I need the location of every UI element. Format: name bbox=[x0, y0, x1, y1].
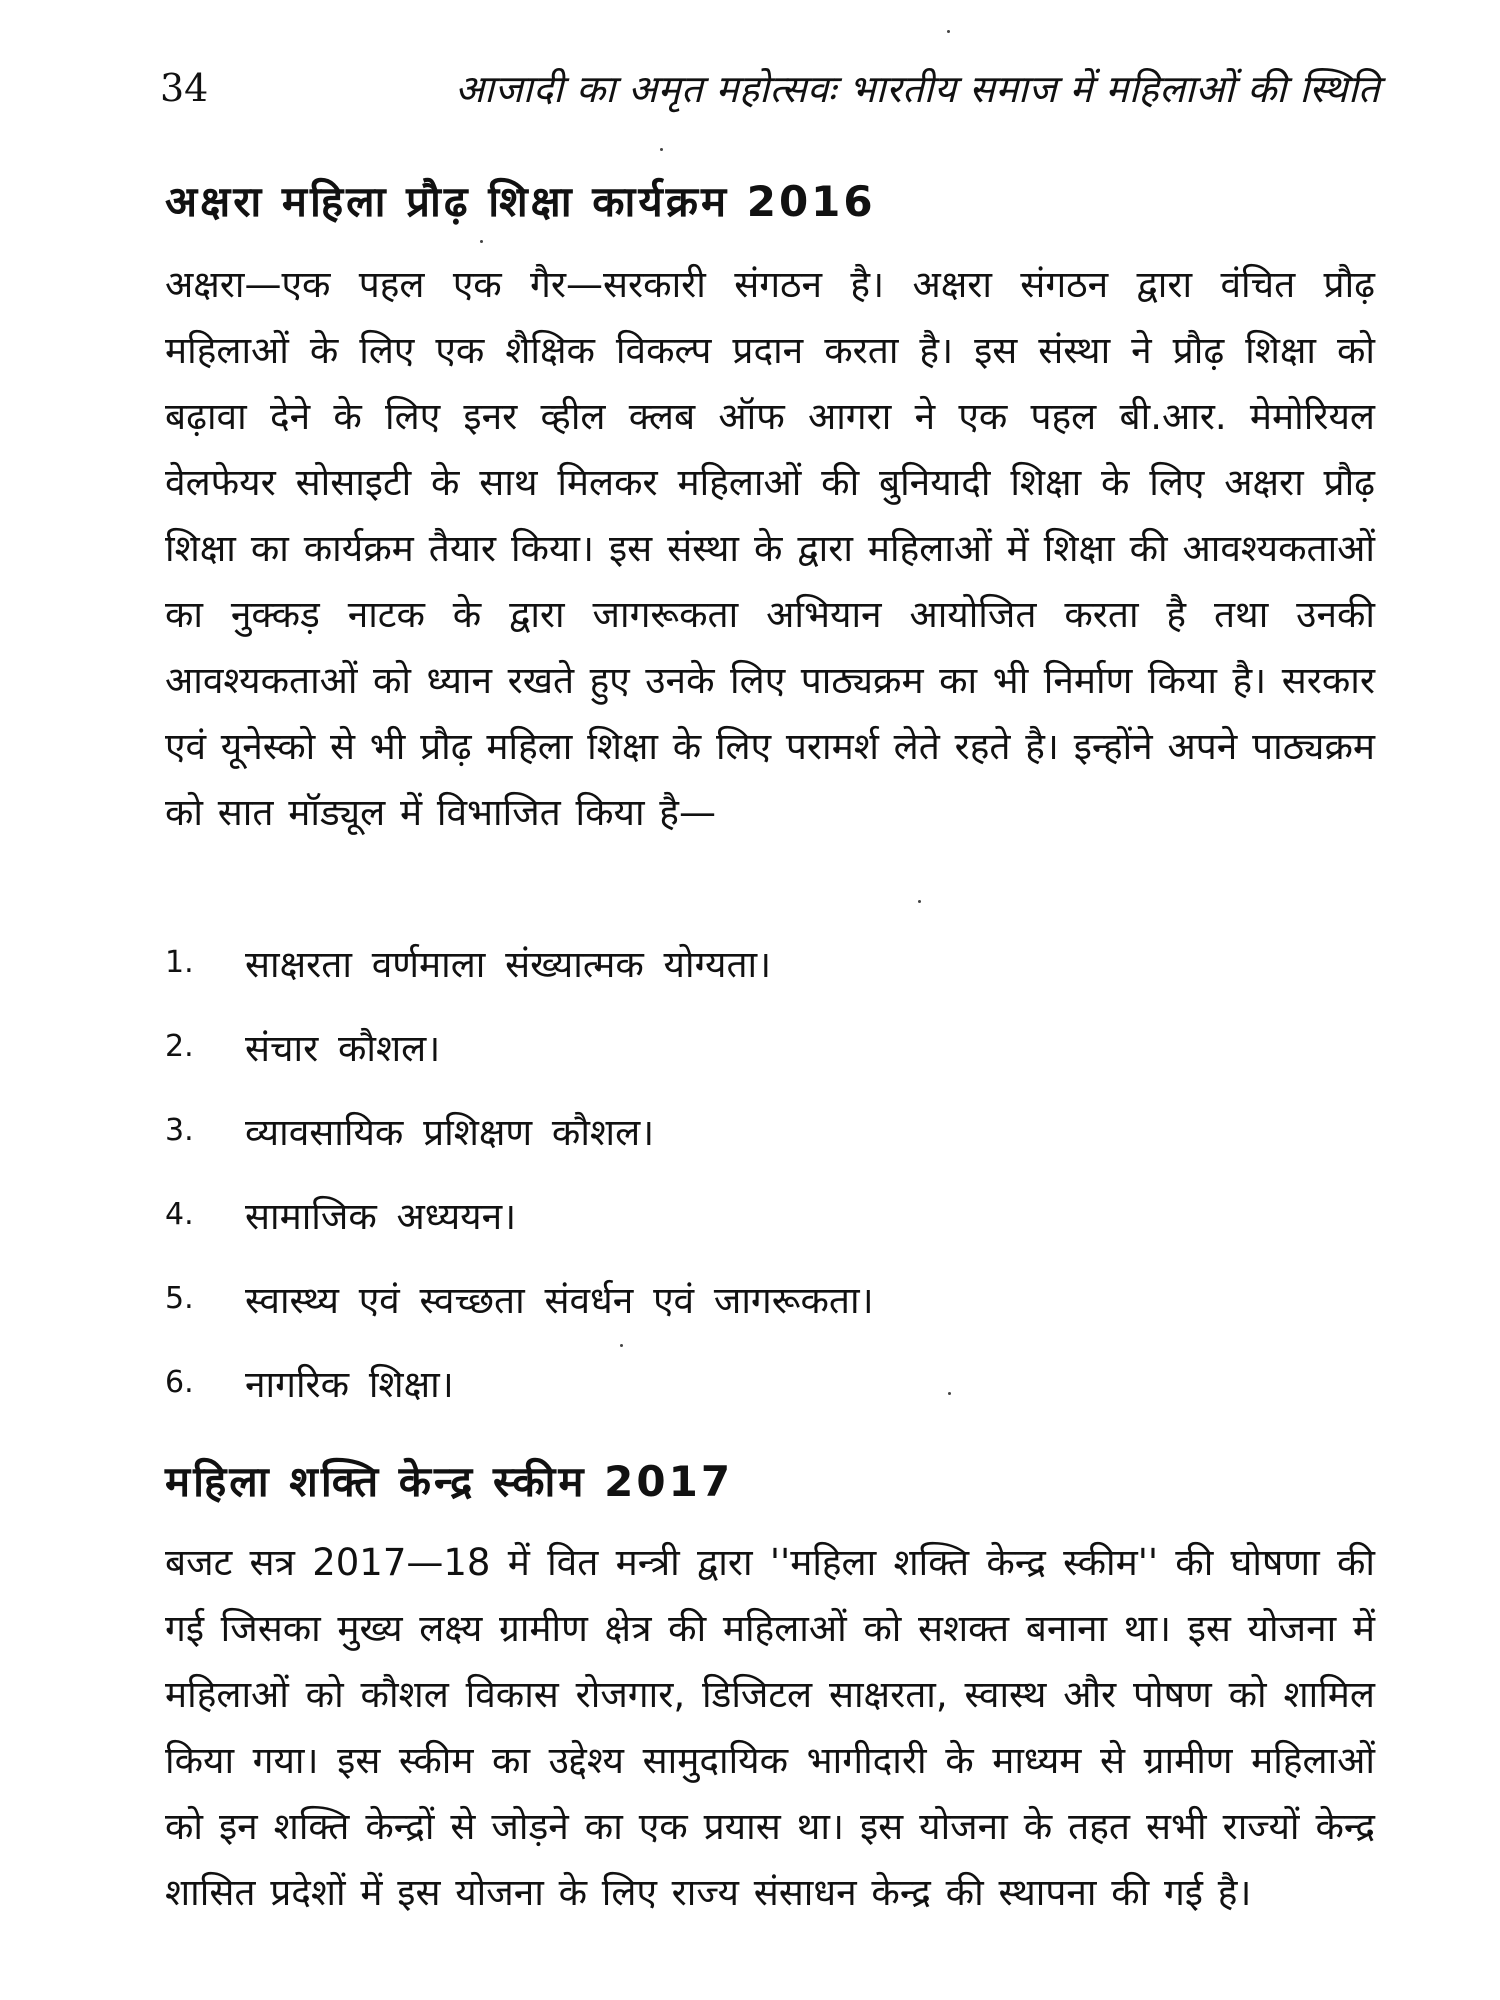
list-item bbox=[165, 1088, 1375, 1172]
running-header bbox=[160, 58, 1380, 118]
page-number: 34 bbox=[160, 66, 209, 110]
list-item-number: 4. bbox=[165, 1196, 194, 1232]
list-item-number: 5. bbox=[165, 1280, 194, 1316]
section-heading-mahila-shakti: महिला शक्ति केन्द्र स्कीम 2017 bbox=[165, 1457, 734, 1506]
scan-speck bbox=[948, 1392, 951, 1395]
list-item-text: संचार कौशल। bbox=[245, 1026, 441, 1070]
section-heading-akshara: अक्षरा महिला प्रौढ़ शिक्षा कार्यक्रम 2016 bbox=[165, 177, 876, 226]
scan-speck bbox=[480, 240, 483, 243]
scan-speck bbox=[918, 900, 921, 903]
list-item-text: व्यावसायिक प्रशिक्षण कौशल। bbox=[245, 1110, 655, 1154]
paragraph-mahila-shakti: बजट सत्र 2017—18 में वित मन्त्री द्वारा ''महिला शक्ति केन्द्र स्कीम'' की घोषणा की गई जिसका मुख्य लक्ष्य ग्रामीण क्षेत्र की महिलाओं को सशक्त बनाना था। इस योजना में महिलाओं को कौशल विकास रोजगार, डिजिटल साक्षरता, स्वास्थ और पोषण को शामिल किया गया। इस स्कीम का उद्देश्य सामुदायिक भागीदारी के माध्यम से ग्रामीण महिलाओं को इन शक्ति केन्द्रों से जोड़ने का एक प्रयास था। इस योजना के तहत सभी राज्यों केन्द्र शासित प्रदेशों में इस योजना के लिए राज्य संसाधन केन्द्र की स्थापना की गई है। bbox=[165, 1541, 1375, 1914]
list-item-text: सामाजिक अध्ययन। bbox=[245, 1194, 517, 1238]
list-item-number: 2. bbox=[165, 1028, 194, 1064]
paragraph-akshara: अक्षरा—एक पहल एक गैर—सरकारी संगठन है। अक्षरा संगठन द्वारा वंचित प्रौढ़ महिलाओं के लिए एक शैक्षिक विकल्प प्रदान करता है। इस संस्था ने प्रौढ़ शिक्षा को बढ़ावा देने के लिए इनर व्हील क्लब ऑफ आगरा ने एक पहल बी.आर. मेमोरियल वेलफेयर सोसाइटी के साथ मिलकर महिलाओं की बुनियादी शिक्षा के लिए अक्षरा प्रौढ़ शिक्षा का कार्यक्रम तैयार किया। इस संस्था के द्वारा महिलाओं में शिक्षा की आवश्यकताओं का नुक्कड़ नाटक के द्वारा जागरूकता अभियान आयोजित करता है तथा उनकी आवश्यकताओं को ध्यान रखते हुए उनके लिए पाठ्यक्रम का भी निर्माण किया है। सरकार एवं यूनेस्को से भी प्रौढ़ महिला शिक्षा के लिए परामर्श लेते रहते है। इन्होंने अपने पाठ्यक्रम को सात मॉड्यूल में विभाजित किया है— bbox=[165, 263, 1375, 834]
list-item bbox=[165, 920, 1375, 1004]
list-item-text: साक्षरता वर्णमाला संख्यात्मक योग्यता। bbox=[245, 942, 772, 986]
list-item-text: नागरिक शिक्षा। bbox=[245, 1362, 454, 1406]
running-title: आजादी का अमृत महोत्सवः भारतीय समाज में महिलाओं की स्थिति bbox=[455, 67, 1380, 111]
list-item bbox=[165, 1172, 1375, 1256]
scan-speck bbox=[947, 30, 950, 33]
list-item bbox=[165, 1340, 1375, 1424]
list-item-number: 1. bbox=[165, 944, 194, 980]
modules-list bbox=[165, 920, 1375, 1424]
list-item bbox=[165, 1256, 1375, 1340]
list-item-number: 6. bbox=[165, 1364, 194, 1400]
list-item bbox=[165, 1004, 1375, 1088]
scan-speck bbox=[660, 148, 663, 151]
list-item-text: स्वास्थ्य एवं स्वच्छता संवर्धन एवं जागरूकता। bbox=[245, 1278, 874, 1322]
scan-speck bbox=[620, 1344, 623, 1347]
list-item-number: 3. bbox=[165, 1112, 194, 1148]
